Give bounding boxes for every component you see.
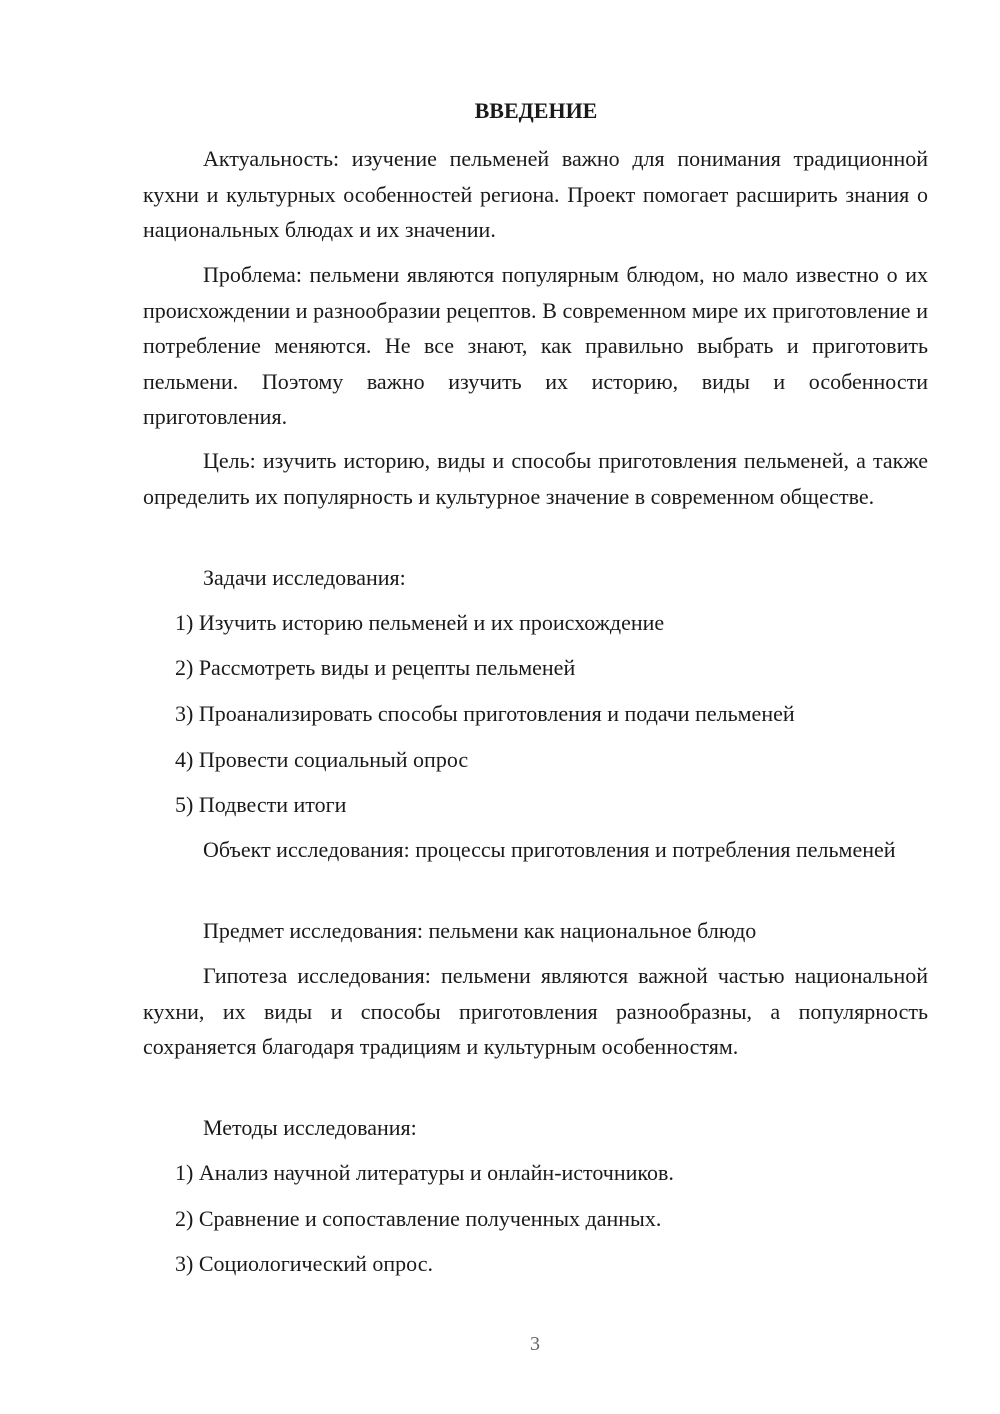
goal-paragraph: Цель: изучить историю, виды и способы приготовления пельменей, а также определить их популярность и культурное значение в современном обществе. — [143, 448, 928, 509]
page-number: 3 — [530, 1333, 540, 1355]
task-item: 2) Рассмотреть виды и рецепты пельменей — [175, 655, 576, 680]
task-item: 3) Проанализировать способы приготовления и подачи пельменей — [175, 701, 795, 726]
relevance-paragraph: Актуальность: изучение пельменей важно для понимания традиционной кухни и культурных особенностей региона. Проект помогает расширить знания о национальных блюдах и их значении. — [143, 146, 928, 242]
task-item: 4) Провести социальный опрос — [175, 747, 469, 772]
hypothesis-paragraph: Гипотеза исследования: пельмени являются важной частью национальной кухни, их виды и способы приготовления разнообразны, а популярность сохраняется благодаря традициям и культурным особенностям. — [143, 963, 928, 1059]
method-item: 1) Анализ научной литературы и онлайн-источников. — [175, 1160, 674, 1185]
subject-paragraph: Предмет исследования: пельмени как национальное блюдо — [203, 918, 757, 943]
method-item: 2) Сравнение и сопоставление полученных данных. — [175, 1206, 662, 1231]
object-paragraph: Объект исследования: процессы приготовления и потребления пельменей — [203, 837, 896, 862]
task-item: 1) Изучить историю пельменей и их происхождение — [175, 610, 665, 635]
method-item: 3) Социологический опрос. — [175, 1251, 433, 1276]
problem-paragraph: Проблема: пельмени являются популярным блюдом, но мало известно о их происхождении и разнообразии рецептов. В современном мире их приготовление и потребление меняются. Не все знают, как правильно выбрать и приготовить пельмени. Поэтому важно изучить их историю, виды и особенности приготовления. — [143, 262, 928, 429]
page-heading: ВВЕДЕНИЕ — [474, 98, 598, 123]
methods-title: Методы исследования: — [203, 1115, 417, 1140]
task-item: 5) Подвести итоги — [175, 792, 347, 817]
tasks-title: Задачи исследования: — [203, 565, 406, 590]
